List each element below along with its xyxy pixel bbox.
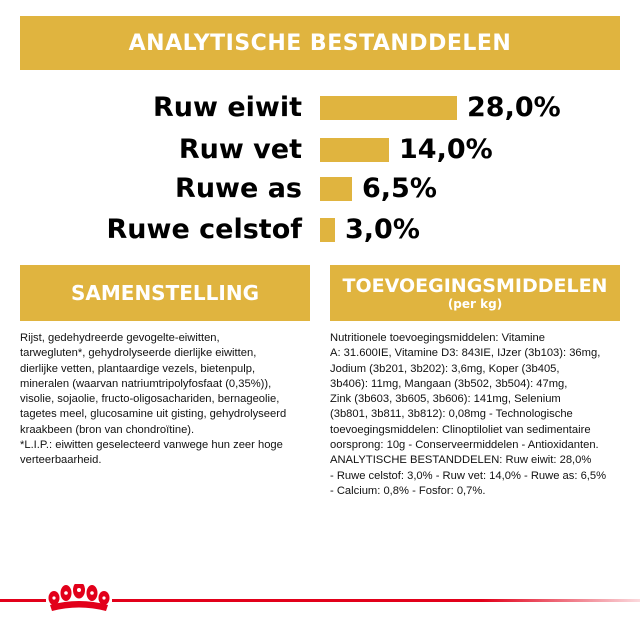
composition-line: kraakbeen (bron van chondroïtine).	[20, 423, 195, 436]
composition-line: mineralen (waarvan natriumtripolyfosfaat (0,35%)),	[20, 377, 272, 390]
analysis-value: 6,5%	[362, 173, 437, 204]
additives-line: A: 31.600IE, Vitamine D3: 843IE, IJzer (3b103): 36mg,	[330, 347, 601, 360]
analytical-constituents-title: ANALYTISCHE BESTANDDELEN	[128, 30, 512, 56]
additives-text	[330, 331, 620, 499]
additives-line: Zink (3b603, 3b605, 3b606): 141mg, Selenium	[330, 393, 561, 406]
additives-line: toevoegingsmiddelen: Clinoptiloliet van sedimentaire	[330, 423, 591, 436]
composition-line: Rijst, gedehydreerde gevogelte-eiwitten,	[20, 332, 220, 344]
additives-line: - Ruwe celstof: 3,0% - Ruw vet: 14,0% - Ruwe as: 6,5%	[330, 469, 607, 482]
analysis-row-fibre	[0, 210, 640, 250]
analysis-value: 14,0%	[399, 134, 493, 165]
analysis-bar	[320, 138, 389, 162]
royal-canin-crown-icon	[46, 584, 112, 614]
additives-title: TOEVOEGINGSMIDDELEN	[342, 275, 608, 297]
additives-line: Jodium (3b201, 3b202): 3,6mg, Koper (3b405,	[330, 362, 560, 375]
analysis-row-ash	[0, 169, 640, 209]
composition-line: dierlijke vetten, plantaardige vezels, bietenpulp,	[20, 362, 256, 375]
analytical-constituents-banner	[20, 16, 620, 70]
composition-line: tagetes meel, glucosamine uit gisting, gehydrolyseerd	[20, 408, 287, 421]
analysis-value: 28,0%	[467, 92, 561, 123]
composition-line: verteerbaarheid.	[20, 454, 102, 467]
additives-line: 3b406): 11mg, Mangaan (3b502, 3b504): 47mg,	[330, 377, 568, 390]
additives-banner	[330, 265, 620, 321]
analysis-bar	[320, 96, 457, 120]
composition-title: SAMENSTELLING	[71, 281, 259, 305]
additives-subtitle: (per kg)	[447, 297, 503, 311]
additives-line: - Calcium: 0,8% - Fosfor: 0,7%.	[330, 484, 486, 497]
analysis-bar	[320, 177, 352, 201]
analysis-value: 3,0%	[345, 214, 420, 245]
composition-line: *L.I.P.: eiwitten geselecteerd vanwege hun zeer hoge	[20, 439, 283, 452]
analysis-label: Ruw vet	[178, 134, 302, 165]
additives-line: Nutritionele toevoegingsmiddelen: Vitamine	[330, 332, 545, 344]
analysis-row-protein	[0, 88, 640, 128]
analysis-label: Ruw eiwit	[152, 92, 302, 123]
additives-line: oorsprong: 10g - Conserveermiddelen - Antioxidanten.	[330, 439, 599, 452]
additives-line: (3b801, 3b811, 3b812): 0,08mg - Technologische	[330, 408, 573, 421]
composition-line: tarwegluten*, gehydrolyseerde dierlijke eiwitten,	[20, 347, 257, 360]
footer-red-line-right	[112, 599, 640, 602]
composition-text	[20, 331, 310, 469]
additives-line: ANALYTISCHE BESTANDDELEN: Ruw eiwit: 28,0%	[330, 454, 592, 467]
analysis-row-fat	[0, 130, 640, 170]
analysis-label: Ruwe celstof	[106, 214, 302, 245]
footer-red-line-left	[0, 599, 46, 602]
composition-banner	[20, 265, 310, 321]
analysis-bar	[320, 218, 335, 242]
analysis-label: Ruwe as	[175, 173, 302, 204]
composition-line: visolie, sojaolie, fructo-oligosachariden, bernageolie,	[20, 393, 280, 406]
